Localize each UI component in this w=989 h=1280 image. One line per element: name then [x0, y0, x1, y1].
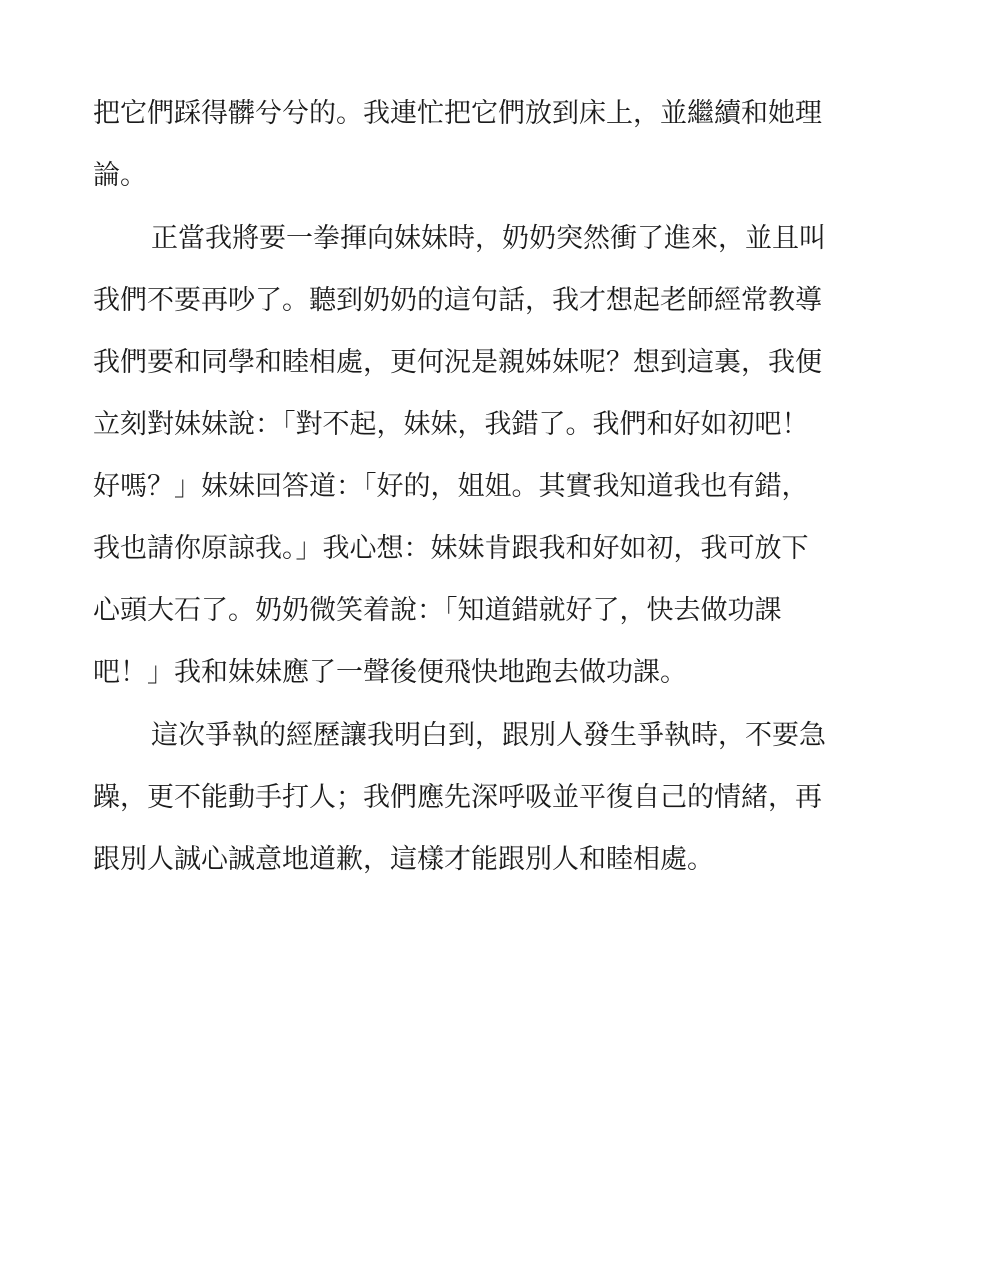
text-line: 我們不要再吵了。聽到奶奶的這句話，我才想起老師經常教導 [93, 285, 822, 316]
text-line: 跟別人誠心誠意地道歉，這樣才能跟別人和睦相處。 [93, 844, 714, 875]
text-line: 躁，更不能動手打人；我們應先深呼吸並平復自己的情緒，再 [93, 782, 822, 813]
text-line: 我們要和同學和睦相處，更何況是親姊妹呢？想到這裏，我便 [93, 347, 822, 378]
text-line: 立刻對妹妹說：「對不起，妹妹，我錯了。我們和好如初吧！ [93, 409, 809, 440]
text-line: 論。 [93, 160, 147, 191]
text-line: 我也請你原諒我。」我心想：妹妹肯跟我和好如初，我可放下 [93, 533, 809, 564]
text-line: 心頭大石了。奶奶微笑着說：「知道錯就好了，快去做功課 [93, 595, 782, 626]
text-line: 把它們踩得髒兮兮的。我連忙把它們放到床上，並繼續和她理 [93, 98, 822, 129]
text-line: 好嗎？」妹妹回答道：「好的，姐姐。其實我知道我也有錯， [93, 471, 809, 502]
text-line: 這次爭執的經歷讓我明白到，跟別人發生爭執時，不要急 [151, 720, 826, 751]
text-line: 吧！」我和妹妹應了一聲後便飛快地跑去做功課。 [93, 657, 687, 688]
text-line: 正當我將要一拳揮向妹妹時，奶奶突然衝了進來，並且叫 [151, 223, 826, 254]
